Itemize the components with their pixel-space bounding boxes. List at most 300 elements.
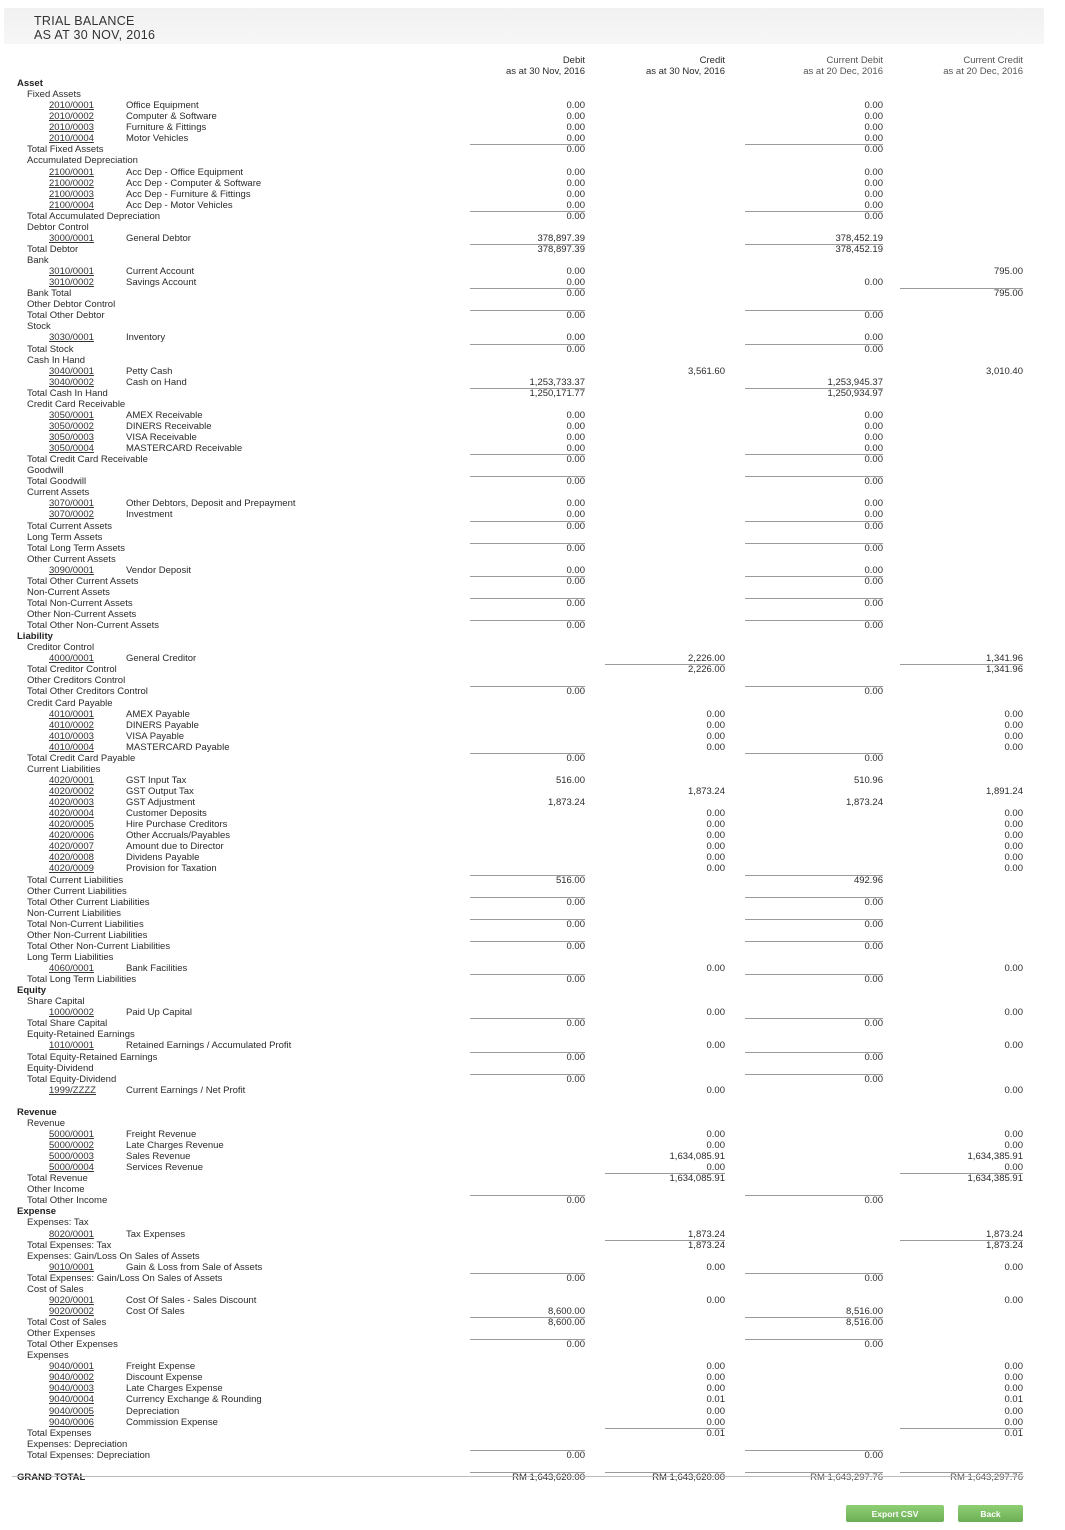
current-credit-value: 0.00 <box>1004 1007 1023 1019</box>
account-code-link[interactable]: 9020/0002 <box>49 1305 94 1317</box>
account-row <box>0 1383 1065 1394</box>
debit-value: 0.00 <box>566 409 585 421</box>
account-code-link[interactable]: 3030/0001 <box>49 332 94 344</box>
current-credit-value: 0.00 <box>1004 1383 1023 1395</box>
group-heading <box>0 886 1065 897</box>
group-heading-label: Other Debtor Control <box>27 299 116 311</box>
grand-total-row-label: GRAND TOTAL <box>17 1471 86 1483</box>
total-row-label: Total Long Term Assets <box>27 542 126 554</box>
total-row-label: Total Credit Card Receivable <box>27 454 148 466</box>
current-credit-value: 795.00 <box>900 288 1023 299</box>
account-code-link[interactable]: 8020/0001 <box>49 1228 94 1240</box>
credit-value: 0.00 <box>706 1294 725 1306</box>
debit-value: 0.00 <box>470 144 585 155</box>
account-code-link[interactable]: 4020/0005 <box>49 819 94 831</box>
account-code-link[interactable]: 2010/0004 <box>49 133 94 145</box>
account-code-link[interactable]: 3000/0001 <box>49 232 94 244</box>
account-name: Acc Dep - Computer & Software <box>126 177 262 189</box>
account-name: DINERS Receivable <box>126 420 212 432</box>
total-row-label: Total Fixed Assets <box>27 144 104 156</box>
total-row <box>0 1428 1065 1439</box>
account-name: Retained Earnings / Accumulated Profit <box>126 1040 292 1052</box>
current-debit-value: 0.00 <box>864 122 883 134</box>
debit-value: 516.00 <box>555 774 585 786</box>
credit-value: 0.00 <box>706 830 725 842</box>
section-heading-label: Expense <box>17 1206 57 1218</box>
account-name: DINERS Payable <box>126 719 199 731</box>
spacer-row <box>0 1461 1065 1472</box>
account-code-link[interactable]: 2100/0001 <box>49 166 94 178</box>
account-code-link[interactable]: 5000/0004 <box>49 1162 94 1174</box>
account-row <box>0 1372 1065 1383</box>
account-code-link[interactable]: 5000/0003 <box>49 1151 94 1163</box>
account-code-link[interactable]: 9020/0001 <box>49 1294 94 1306</box>
current-credit-value: RM 1,643,297.76 <box>900 1472 1023 1483</box>
account-name: Computer & Software <box>126 111 217 123</box>
debit-value: 0.00 <box>470 686 585 697</box>
debit-value: 8,600.00 <box>470 1317 585 1328</box>
total-row <box>0 974 1065 985</box>
account-row <box>0 565 1065 576</box>
total-row <box>0 144 1065 155</box>
group-heading <box>0 487 1065 498</box>
total-row-label: Total Credit Card Payable <box>27 752 136 764</box>
account-row <box>0 277 1065 288</box>
group-heading <box>0 908 1065 919</box>
current-credit-value: 0.00 <box>1004 1162 1023 1174</box>
back-button[interactable]: Back <box>958 1505 1023 1522</box>
total-row <box>0 244 1065 255</box>
total-row <box>0 1339 1065 1350</box>
account-row <box>0 963 1065 974</box>
current-credit-value: 1,634,385.91 <box>967 1151 1023 1163</box>
debit-value: 0.00 <box>470 1074 585 1085</box>
account-name: GST Input Tax <box>126 774 187 786</box>
account-name: Discount Expense <box>126 1372 203 1384</box>
current-credit-value: 0.00 <box>1004 1084 1023 1096</box>
group-heading <box>0 554 1065 565</box>
credit-value: 0.00 <box>706 852 725 864</box>
group-heading <box>0 465 1065 476</box>
total-row-label: Total Goodwill <box>27 476 87 488</box>
total-row-label: Total Share Capital <box>27 1018 108 1030</box>
credit-value: 0.00 <box>706 863 725 875</box>
account-row <box>0 1085 1065 1096</box>
group-heading-label: Other Current Assets <box>27 553 116 565</box>
account-name: Cash on Hand <box>126 376 187 388</box>
account-code-link[interactable]: 4060/0001 <box>49 963 94 974</box>
group-heading <box>0 1063 1065 1074</box>
total-row <box>0 1173 1065 1184</box>
account-row <box>0 863 1065 874</box>
group-heading <box>0 587 1065 598</box>
group-heading-label: Fixed Assets <box>27 89 81 101</box>
group-heading-label: Other Creditors Control <box>27 675 126 687</box>
current-credit-value: 0.00 <box>1004 963 1023 974</box>
group-heading-label: Equity-Dividend <box>27 1062 94 1074</box>
account-code-link[interactable]: 9040/0001 <box>49 1361 94 1373</box>
account-code-link[interactable]: 3050/0004 <box>49 443 94 455</box>
current-debit-value: 0.00 <box>745 897 883 908</box>
section-heading <box>0 631 1065 642</box>
grand-total-row <box>0 1472 1065 1483</box>
account-row <box>0 808 1065 819</box>
total-row <box>0 753 1065 764</box>
total-row <box>0 576 1065 587</box>
group-heading <box>0 952 1065 963</box>
section-heading <box>0 78 1065 89</box>
debit-value: 0.00 <box>470 1273 585 1284</box>
debit-value: 0.00 <box>566 277 585 289</box>
total-row <box>0 919 1065 930</box>
group-heading <box>0 399 1065 410</box>
col-credit-header: Credit as at 30 Nov, 2016 <box>645 55 725 77</box>
total-row-label: Total Expenses: Gain/Loss On Sales of Assets <box>27 1272 223 1284</box>
account-code-link[interactable]: 4020/0002 <box>49 786 94 797</box>
account-row <box>0 233 1065 244</box>
account-row <box>0 189 1065 200</box>
current-debit-value: 0.00 <box>745 919 883 930</box>
account-row <box>0 841 1065 852</box>
current-debit-value: 0.00 <box>745 686 883 697</box>
account-row <box>0 653 1065 664</box>
account-row <box>0 731 1065 742</box>
total-row-label: Total Other Non-Current Liabilities <box>27 940 171 952</box>
total-row-label: Total Stock <box>27 343 74 355</box>
current-debit-value: 0.00 <box>745 344 883 355</box>
account-code-link[interactable]: 4010/0004 <box>49 741 94 753</box>
current-debit-value: 0.00 <box>745 1074 883 1085</box>
account-code-link[interactable]: 3050/0002 <box>49 420 94 432</box>
credit-value: RM 1,643,620.00 <box>605 1472 725 1483</box>
total-row-label: Total Expenses: Tax <box>27 1239 112 1251</box>
current-credit-value: 0.00 <box>1004 819 1023 831</box>
group-heading <box>0 930 1065 941</box>
account-code-link[interactable]: 2100/0003 <box>49 188 94 200</box>
current-debit-value: 0.00 <box>745 476 883 487</box>
account-row <box>0 133 1065 144</box>
account-code-link[interactable]: 4010/0001 <box>49 708 94 720</box>
group-heading <box>0 321 1065 332</box>
current-debit-value: 378,452.19 <box>835 232 883 244</box>
group-heading-label: Non-Current Liabilities <box>27 907 121 919</box>
current-debit-value: RM 1,643,297.76 <box>745 1472 883 1483</box>
account-row <box>0 1306 1065 1317</box>
current-credit-value: 0.00 <box>1004 863 1023 875</box>
debit-value: 0.00 <box>470 941 585 952</box>
credit-value: 0.00 <box>706 1383 725 1395</box>
total-row <box>0 941 1065 952</box>
group-heading <box>0 1350 1065 1361</box>
account-code-link[interactable]: 4020/0009 <box>49 863 94 875</box>
current-debit-value: 0.00 <box>745 1018 883 1029</box>
report-subtitle: AS AT 30 NOV, 2016 <box>34 28 156 42</box>
section-heading-label: Liability <box>17 631 53 643</box>
current-debit-value: 378,452.19 <box>745 244 883 255</box>
account-name: Hire Purchase Creditors <box>126 819 228 831</box>
credit-value: 0.00 <box>706 1007 725 1019</box>
current-credit-value: 0.01 <box>1004 1394 1023 1406</box>
account-code-link[interactable]: 4020/0007 <box>49 841 94 853</box>
current-debit-value: 0.00 <box>864 199 883 211</box>
col-current-debit-header: Current Debit as at 20 Dec, 2016 <box>803 55 883 77</box>
current-debit-value: 0.00 <box>864 100 883 112</box>
account-name: Services Revenue <box>126 1162 204 1174</box>
current-credit-value: 0.00 <box>1004 1372 1023 1384</box>
account-code-link[interactable]: 3050/0001 <box>49 409 94 421</box>
group-heading <box>0 1184 1065 1195</box>
debit-value: 0.00 <box>470 974 585 985</box>
total-row <box>0 598 1065 609</box>
current-debit-value: 0.00 <box>745 454 883 465</box>
credit-value: 0.00 <box>706 1261 725 1273</box>
current-debit-value: 0.00 <box>745 941 883 952</box>
account-row <box>0 421 1065 432</box>
export-csv-button[interactable]: Export CSV <box>846 1505 944 1522</box>
account-row <box>0 111 1065 122</box>
group-heading-label: Credit Card Payable <box>27 697 113 709</box>
debit-value: 0.00 <box>470 211 585 222</box>
current-credit-value: 0.00 <box>1004 1128 1023 1140</box>
group-heading-label: Share Capital <box>27 996 85 1008</box>
total-row <box>0 1450 1065 1461</box>
debit-value: 0.00 <box>470 310 585 321</box>
debit-value: 378,897.39 <box>470 244 585 255</box>
current-credit-value: 0.00 <box>1004 1361 1023 1373</box>
current-debit-value: 0.00 <box>864 177 883 189</box>
current-debit-value: 0.00 <box>864 498 883 510</box>
debit-value: 0.00 <box>566 332 585 344</box>
account-name: Freight Revenue <box>126 1128 197 1140</box>
debit-value: 0.00 <box>566 100 585 112</box>
debit-value: 0.00 <box>470 1339 585 1350</box>
group-heading-label: Cost of Sales <box>27 1283 84 1295</box>
account-row <box>0 332 1065 343</box>
account-name: Office Equipment <box>126 100 199 112</box>
group-heading-label: Revenue <box>27 1117 66 1129</box>
debit-value: 0.00 <box>470 521 585 532</box>
current-debit-value: 0.00 <box>745 620 883 631</box>
credit-value: 0.01 <box>706 1394 725 1406</box>
group-heading <box>0 1328 1065 1339</box>
account-code-link[interactable]: 2010/0002 <box>49 111 94 123</box>
account-code-link[interactable]: 4020/0001 <box>49 774 94 786</box>
account-code-link[interactable]: 3070/0002 <box>49 509 94 521</box>
total-row <box>0 543 1065 554</box>
group-heading-label: Expenses: Tax <box>27 1217 89 1229</box>
account-code-link[interactable]: 9010/0001 <box>49 1261 94 1273</box>
account-code-link[interactable]: 1010/0001 <box>49 1040 94 1052</box>
account-code-link[interactable]: 1999/ZZZZ <box>49 1084 96 1096</box>
current-debit-value: 492.96 <box>745 875 883 886</box>
account-name: Commission Expense <box>126 1416 218 1428</box>
group-heading-label: Expenses <box>27 1350 69 1362</box>
account-code-link[interactable]: 9040/0004 <box>49 1394 94 1406</box>
group-heading-label: Creditor Control <box>27 642 95 654</box>
total-row-label: Total Equity-Retained Earnings <box>27 1051 158 1063</box>
account-code-link[interactable]: 4020/0006 <box>49 830 94 842</box>
current-debit-value: 0.00 <box>864 509 883 521</box>
account-code-link[interactable]: 2100/0004 <box>49 199 94 211</box>
current-debit-value: 0.00 <box>864 133 883 145</box>
current-debit-value: 1,253,945.37 <box>827 376 883 388</box>
current-credit-value: 1,891.24 <box>986 786 1023 797</box>
current-debit-value: 0.00 <box>745 1195 883 1206</box>
credit-value: 0.00 <box>706 719 725 731</box>
account-code-link[interactable]: 5000/0002 <box>49 1140 94 1151</box>
account-name: Other Debtors, Deposit and Prepayment <box>126 498 296 510</box>
account-name: AMEX Receivable <box>126 409 203 421</box>
section-heading <box>0 1206 1065 1217</box>
current-debit-value: 0.00 <box>864 432 883 443</box>
debit-value: 0.00 <box>470 576 585 587</box>
group-heading <box>0 996 1065 1007</box>
account-code-link[interactable]: 4020/0008 <box>49 852 94 864</box>
debit-value: 8,600.00 <box>548 1305 585 1317</box>
total-row-label: Total Current Liabilities <box>27 874 124 886</box>
group-heading-label: Equity-Retained Earnings <box>27 1029 135 1041</box>
credit-value: 1,873.24 <box>688 786 725 797</box>
account-name: Amount due to Director <box>126 841 224 853</box>
account-code-link[interactable]: 3040/0001 <box>49 365 94 377</box>
group-heading <box>0 532 1065 543</box>
account-row <box>0 742 1065 753</box>
current-credit-value: 0.00 <box>1004 808 1023 820</box>
account-code-link[interactable]: 3010/0001 <box>49 266 94 278</box>
account-row <box>0 1129 1065 1140</box>
section-heading <box>0 985 1065 996</box>
group-heading <box>0 675 1065 686</box>
account-code-link[interactable]: 2010/0003 <box>49 122 94 134</box>
account-code-link[interactable]: 4000/0001 <box>49 653 94 665</box>
current-debit-value: 1,250,934.97 <box>745 388 883 399</box>
account-row <box>0 432 1065 443</box>
account-code-link[interactable]: 9040/0002 <box>49 1372 94 1384</box>
current-debit-value: 0.00 <box>745 598 883 609</box>
account-name: GST Output Tax <box>126 786 194 797</box>
account-code-link[interactable]: 4020/0004 <box>49 808 94 820</box>
account-code-link[interactable]: 4010/0003 <box>49 730 94 742</box>
account-code-link[interactable]: 4010/0002 <box>49 719 94 731</box>
total-row-label: Total Other Income <box>27 1195 108 1207</box>
total-row-label: Total Non-Current Liabilities <box>27 918 144 930</box>
debit-value: 0.00 <box>566 266 585 278</box>
account-code-link[interactable]: 9040/0003 <box>49 1383 94 1395</box>
account-name: Acc Dep - Office Equipment <box>126 166 244 178</box>
current-debit-value: 0.00 <box>864 188 883 200</box>
current-debit-value: 0.00 <box>745 753 883 764</box>
debit-value: 0.00 <box>566 177 585 189</box>
debit-value: 0.00 <box>470 543 585 554</box>
account-name: Currency Exchange & Rounding <box>126 1394 262 1406</box>
account-row <box>0 709 1065 720</box>
account-code-link[interactable]: 3040/0002 <box>49 376 94 388</box>
total-row <box>0 454 1065 465</box>
total-row <box>0 875 1065 886</box>
credit-value: 0.00 <box>706 1416 725 1428</box>
debit-value: 0.00 <box>566 166 585 178</box>
account-name: Cost Of Sales - Sales Discount <box>126 1294 257 1306</box>
current-debit-value: 8,516.00 <box>745 1317 883 1328</box>
total-row-label: Total Revenue <box>27 1173 88 1185</box>
account-name: VISA Payable <box>126 730 185 742</box>
current-credit-value: 0.00 <box>1004 1261 1023 1273</box>
debit-value: 0.00 <box>566 509 585 521</box>
account-code-link[interactable]: 2010/0001 <box>49 100 94 112</box>
account-row <box>0 410 1065 421</box>
account-code-link[interactable]: 2100/0002 <box>49 177 94 189</box>
account-code-link[interactable]: 4020/0003 <box>49 797 94 809</box>
debit-value: 516.00 <box>470 875 585 886</box>
report-header <box>4 8 1044 44</box>
group-heading-label: Long Term Liabilities <box>27 951 114 963</box>
current-debit-value: 0.00 <box>745 144 883 155</box>
account-row <box>0 1262 1065 1273</box>
account-row <box>0 1040 1065 1051</box>
account-code-link[interactable]: 1000/0002 <box>49 1007 94 1019</box>
account-name: Petty Cash <box>126 365 173 377</box>
account-code-link[interactable]: 3050/0003 <box>49 432 94 443</box>
total-row-label: Total Expenses <box>27 1427 92 1439</box>
total-row <box>0 1240 1065 1251</box>
current-debit-value: 510.96 <box>853 774 883 786</box>
group-heading <box>0 764 1065 775</box>
total-row-label: Total Other Current Assets <box>27 575 139 587</box>
group-heading <box>0 609 1065 620</box>
current-debit-value: 0.00 <box>864 409 883 421</box>
total-row <box>0 620 1065 631</box>
account-name: VISA Receivable <box>126 432 197 443</box>
current-credit-value: 1,341.96 <box>900 664 1023 675</box>
group-heading <box>0 1284 1065 1295</box>
current-debit-value: 0.00 <box>864 443 883 455</box>
account-code-link[interactable]: 3010/0002 <box>49 277 94 289</box>
current-credit-value: 0.01 <box>900 1428 1023 1439</box>
account-name: Freight Expense <box>126 1361 196 1373</box>
current-debit-value: 0.00 <box>745 576 883 587</box>
current-credit-value: 1,873.24 <box>900 1240 1023 1251</box>
credit-value: 1,634,085.91 <box>605 1173 725 1184</box>
group-heading-label: Stock <box>27 321 51 333</box>
account-row <box>0 443 1065 454</box>
group-heading-label: Other Income <box>27 1184 85 1196</box>
debit-value: 0.00 <box>566 188 585 200</box>
total-row-label: Total Creditor Control <box>27 664 117 676</box>
group-heading <box>0 642 1065 653</box>
group-heading-label: Accumulated Depreciation <box>27 155 138 167</box>
debit-value: 1,873.24 <box>548 797 585 809</box>
account-code-link[interactable]: 9040/0006 <box>49 1416 94 1428</box>
account-name: Late Charges Revenue <box>126 1140 224 1151</box>
current-debit-value: 8,516.00 <box>846 1305 883 1317</box>
debit-value: 0.00 <box>470 598 585 609</box>
total-row-label: Total Non-Current Assets <box>27 597 133 609</box>
debit-value: 0.00 <box>470 620 585 631</box>
account-name: Paid Up Capital <box>126 1007 193 1019</box>
group-heading-label: Debtor Control <box>27 221 89 233</box>
current-debit-value: 0.00 <box>745 1052 883 1063</box>
total-row <box>0 1074 1065 1085</box>
account-name: AMEX Payable <box>126 708 190 720</box>
current-debit-value: 0.00 <box>864 564 883 576</box>
account-code-link[interactable]: 3090/0001 <box>49 564 94 576</box>
group-heading <box>0 299 1065 310</box>
current-credit-value: 0.00 <box>1004 1140 1023 1151</box>
account-code-link[interactable]: 5000/0001 <box>49 1128 94 1140</box>
account-code-link[interactable]: 9040/0005 <box>49 1405 94 1417</box>
debit-value: 0.00 <box>470 476 585 487</box>
account-code-link[interactable]: 3070/0001 <box>49 498 94 510</box>
